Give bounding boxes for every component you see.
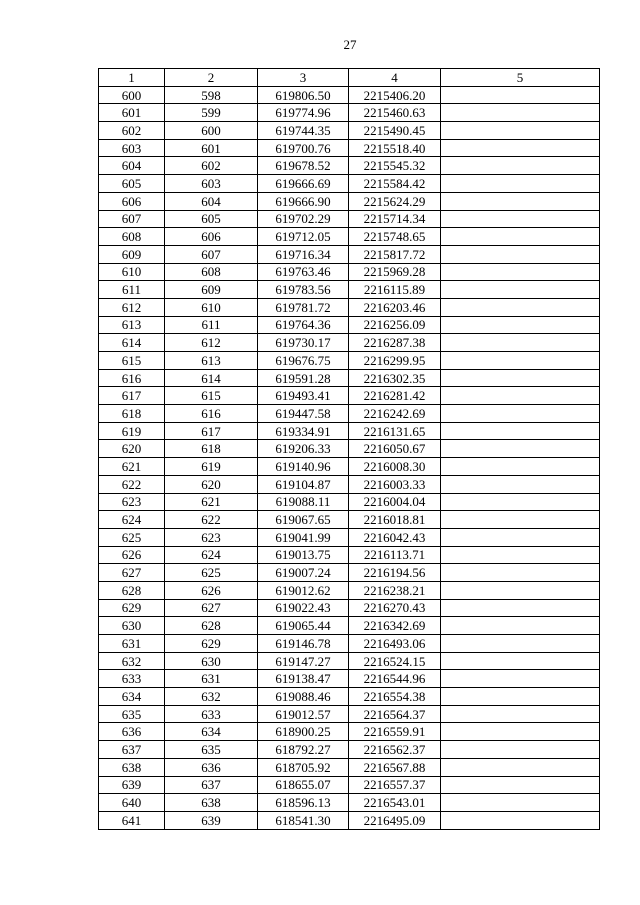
- column-header-2: 2: [165, 69, 258, 87]
- coordinates-table: [98, 68, 600, 830]
- table-row: [99, 794, 600, 812]
- cell-coordinate-x: 619666.90: [258, 192, 349, 210]
- cell-point-number: 623: [99, 493, 165, 511]
- cell-coordinate-x: 619716.34: [258, 245, 349, 263]
- cell-note: [441, 511, 600, 529]
- cell-point-number: 624: [99, 511, 165, 529]
- table-row: [99, 175, 600, 193]
- cell-coordinate-y: 2216493.06: [349, 635, 441, 653]
- table-row: [99, 440, 600, 458]
- cell-note: [441, 617, 600, 635]
- cell-point-number: 636: [99, 723, 165, 741]
- cell-previous-point: 615: [165, 387, 258, 405]
- cell-note: [441, 352, 600, 370]
- cell-coordinate-y: 2216544.96: [349, 670, 441, 688]
- cell-note: [441, 688, 600, 706]
- cell-note: [441, 192, 600, 210]
- cell-coordinate-x: 619147.27: [258, 652, 349, 670]
- cell-point-number: 607: [99, 210, 165, 228]
- table-row: [99, 758, 600, 776]
- cell-note: [441, 104, 600, 122]
- cell-previous-point: 609: [165, 281, 258, 299]
- cell-point-number: 605: [99, 175, 165, 193]
- cell-point-number: 603: [99, 139, 165, 157]
- cell-coordinate-y: 2216238.21: [349, 581, 441, 599]
- cell-point-number: 635: [99, 705, 165, 723]
- cell-previous-point: 604: [165, 192, 258, 210]
- cell-point-number: 629: [99, 599, 165, 617]
- cell-coordinate-x: 618655.07: [258, 776, 349, 794]
- cell-coordinate-y: 2215518.40: [349, 139, 441, 157]
- cell-coordinate-y: 2216203.46: [349, 298, 441, 316]
- cell-point-number: 613: [99, 316, 165, 334]
- cell-previous-point: 636: [165, 758, 258, 776]
- table-row: [99, 369, 600, 387]
- cell-previous-point: 618: [165, 440, 258, 458]
- cell-coordinate-x: 619012.62: [258, 581, 349, 599]
- cell-point-number: 630: [99, 617, 165, 635]
- cell-note: [441, 334, 600, 352]
- cell-coordinate-x: 619447.58: [258, 405, 349, 423]
- cell-coordinate-y: 2216559.91: [349, 723, 441, 741]
- cell-previous-point: 610: [165, 298, 258, 316]
- cell-note: [441, 245, 600, 263]
- cell-point-number: 637: [99, 741, 165, 759]
- cell-coordinate-x: 619666.69: [258, 175, 349, 193]
- cell-note: [441, 422, 600, 440]
- cell-previous-point: 633: [165, 705, 258, 723]
- cell-point-number: 640: [99, 794, 165, 812]
- cell-point-number: 628: [99, 581, 165, 599]
- cell-point-number: 602: [99, 122, 165, 140]
- cell-note: [441, 387, 600, 405]
- table-row: [99, 228, 600, 246]
- cell-coordinate-y: 2215969.28: [349, 263, 441, 281]
- table-row: [99, 741, 600, 759]
- cell-coordinate-y: 2216004.04: [349, 493, 441, 511]
- cell-coordinate-y: 2216003.33: [349, 475, 441, 493]
- cell-note: [441, 175, 600, 193]
- cell-coordinate-y: 2216543.01: [349, 794, 441, 812]
- cell-point-number: 616: [99, 369, 165, 387]
- table-header-row: [99, 69, 600, 87]
- cell-coordinate-x: 618541.30: [258, 811, 349, 829]
- cell-previous-point: 630: [165, 652, 258, 670]
- cell-coordinate-y: 2216270.43: [349, 599, 441, 617]
- cell-coordinate-x: 619774.96: [258, 104, 349, 122]
- cell-coordinate-y: 2216495.09: [349, 811, 441, 829]
- cell-previous-point: 606: [165, 228, 258, 246]
- cell-coordinate-x: 619806.50: [258, 86, 349, 104]
- cell-coordinate-x: 619700.76: [258, 139, 349, 157]
- cell-coordinate-y: 2216287.38: [349, 334, 441, 352]
- cell-note: [441, 475, 600, 493]
- table-row: [99, 511, 600, 529]
- table-row: [99, 122, 600, 140]
- cell-point-number: 632: [99, 652, 165, 670]
- cell-coordinate-x: 618900.25: [258, 723, 349, 741]
- cell-previous-point: 632: [165, 688, 258, 706]
- cell-note: [441, 723, 600, 741]
- cell-coordinate-x: 619591.28: [258, 369, 349, 387]
- cell-coordinate-y: 2216256.09: [349, 316, 441, 334]
- cell-previous-point: 621: [165, 493, 258, 511]
- table-row: [99, 352, 600, 370]
- cell-coordinate-y: 2216194.56: [349, 564, 441, 582]
- cell-previous-point: 628: [165, 617, 258, 635]
- cell-point-number: 618: [99, 405, 165, 423]
- table-row: [99, 581, 600, 599]
- cell-coordinate-y: 2216113.71: [349, 546, 441, 564]
- cell-point-number: 626: [99, 546, 165, 564]
- cell-note: [441, 705, 600, 723]
- cell-note: [441, 139, 600, 157]
- table-row: [99, 493, 600, 511]
- cell-note: [441, 528, 600, 546]
- table-row: [99, 811, 600, 829]
- cell-coordinate-y: 2215714.34: [349, 210, 441, 228]
- cell-point-number: 604: [99, 157, 165, 175]
- cell-coordinate-x: 619334.91: [258, 422, 349, 440]
- cell-note: [441, 794, 600, 812]
- cell-coordinate-y: 2216242.69: [349, 405, 441, 423]
- table-row: [99, 776, 600, 794]
- cell-coordinate-x: 619013.75: [258, 546, 349, 564]
- table-row: [99, 564, 600, 582]
- cell-coordinate-x: 619702.29: [258, 210, 349, 228]
- table-row: [99, 157, 600, 175]
- cell-coordinate-y: 2216131.65: [349, 422, 441, 440]
- cell-coordinate-x: 619764.36: [258, 316, 349, 334]
- table-row: [99, 298, 600, 316]
- cell-previous-point: 607: [165, 245, 258, 263]
- cell-note: [441, 652, 600, 670]
- cell-coordinate-x: 618792.27: [258, 741, 349, 759]
- cell-note: [441, 369, 600, 387]
- table-row: [99, 617, 600, 635]
- cell-note: [441, 316, 600, 334]
- cell-coordinate-x: 619676.75: [258, 352, 349, 370]
- cell-coordinate-y: 2216115.89: [349, 281, 441, 299]
- cell-previous-point: 639: [165, 811, 258, 829]
- table-row: [99, 104, 600, 122]
- cell-previous-point: 619: [165, 458, 258, 476]
- cell-point-number: 621: [99, 458, 165, 476]
- cell-previous-point: 599: [165, 104, 258, 122]
- cell-previous-point: 611: [165, 316, 258, 334]
- table-row: [99, 422, 600, 440]
- cell-point-number: 614: [99, 334, 165, 352]
- cell-point-number: 638: [99, 758, 165, 776]
- cell-note: [441, 493, 600, 511]
- cell-coordinate-x: 618596.13: [258, 794, 349, 812]
- table-row: [99, 599, 600, 617]
- cell-note: [441, 741, 600, 759]
- cell-note: [441, 758, 600, 776]
- cell-coordinate-y: 2215460.63: [349, 104, 441, 122]
- cell-previous-point: 614: [165, 369, 258, 387]
- cell-note: [441, 564, 600, 582]
- table-row: [99, 458, 600, 476]
- cell-previous-point: 624: [165, 546, 258, 564]
- cell-coordinate-y: 2216008.30: [349, 458, 441, 476]
- cell-previous-point: 605: [165, 210, 258, 228]
- column-header-3: 3: [258, 69, 349, 87]
- table-row: [99, 670, 600, 688]
- cell-point-number: 609: [99, 245, 165, 263]
- table-row: [99, 635, 600, 653]
- cell-coordinate-x: 619763.46: [258, 263, 349, 281]
- cell-point-number: 610: [99, 263, 165, 281]
- cell-coordinate-y: 2215545.32: [349, 157, 441, 175]
- coordinates-table-body: [99, 69, 600, 830]
- cell-note: [441, 635, 600, 653]
- cell-previous-point: 625: [165, 564, 258, 582]
- column-header-4: 4: [349, 69, 441, 87]
- cell-previous-point: 613: [165, 352, 258, 370]
- table-row: [99, 723, 600, 741]
- cell-previous-point: 598: [165, 86, 258, 104]
- cell-note: [441, 458, 600, 476]
- cell-coordinate-x: 619022.43: [258, 599, 349, 617]
- cell-point-number: 622: [99, 475, 165, 493]
- cell-coordinate-y: 2216302.35: [349, 369, 441, 387]
- table-row: [99, 528, 600, 546]
- cell-point-number: 625: [99, 528, 165, 546]
- cell-previous-point: 627: [165, 599, 258, 617]
- cell-coordinate-x: 619088.46: [258, 688, 349, 706]
- cell-previous-point: 617: [165, 422, 258, 440]
- table-row: [99, 387, 600, 405]
- cell-coordinate-x: 619493.41: [258, 387, 349, 405]
- cell-point-number: 639: [99, 776, 165, 794]
- cell-note: [441, 405, 600, 423]
- cell-previous-point: 631: [165, 670, 258, 688]
- cell-point-number: 641: [99, 811, 165, 829]
- table-row: [99, 210, 600, 228]
- cell-coordinate-y: 2216042.43: [349, 528, 441, 546]
- cell-coordinate-y: 2215748.65: [349, 228, 441, 246]
- cell-previous-point: 600: [165, 122, 258, 140]
- cell-coordinate-x: 619012.57: [258, 705, 349, 723]
- cell-coordinate-x: 619206.33: [258, 440, 349, 458]
- table-row: [99, 652, 600, 670]
- table-row: [99, 139, 600, 157]
- cell-note: [441, 811, 600, 829]
- cell-note: [441, 157, 600, 175]
- cell-point-number: 627: [99, 564, 165, 582]
- cell-coordinate-x: 619138.47: [258, 670, 349, 688]
- cell-note: [441, 581, 600, 599]
- cell-note: [441, 263, 600, 281]
- cell-previous-point: 602: [165, 157, 258, 175]
- table-row: [99, 688, 600, 706]
- cell-note: [441, 228, 600, 246]
- cell-coordinate-y: 2216564.37: [349, 705, 441, 723]
- cell-previous-point: 608: [165, 263, 258, 281]
- cell-coordinate-y: 2216524.15: [349, 652, 441, 670]
- cell-note: [441, 298, 600, 316]
- table-row: [99, 86, 600, 104]
- table-row: [99, 405, 600, 423]
- cell-previous-point: 622: [165, 511, 258, 529]
- cell-coordinate-x: 619104.87: [258, 475, 349, 493]
- cell-point-number: 601: [99, 104, 165, 122]
- cell-previous-point: 603: [165, 175, 258, 193]
- cell-coordinate-x: 619067.65: [258, 511, 349, 529]
- cell-coordinate-x: 619041.99: [258, 528, 349, 546]
- cell-point-number: 617: [99, 387, 165, 405]
- cell-previous-point: 634: [165, 723, 258, 741]
- cell-previous-point: 623: [165, 528, 258, 546]
- cell-previous-point: 638: [165, 794, 258, 812]
- cell-note: [441, 670, 600, 688]
- cell-note: [441, 599, 600, 617]
- cell-coordinate-y: 2215490.45: [349, 122, 441, 140]
- cell-coordinate-x: 619088.11: [258, 493, 349, 511]
- cell-coordinate-x: 619744.35: [258, 122, 349, 140]
- cell-coordinate-x: 619712.05: [258, 228, 349, 246]
- cell-point-number: 619: [99, 422, 165, 440]
- cell-previous-point: 620: [165, 475, 258, 493]
- cell-coordinate-y: 2215584.42: [349, 175, 441, 193]
- table-row: [99, 705, 600, 723]
- cell-coordinate-x: 619781.72: [258, 298, 349, 316]
- table-row: [99, 263, 600, 281]
- cell-point-number: 608: [99, 228, 165, 246]
- page-number: 27: [343, 37, 357, 52]
- cell-note: [441, 440, 600, 458]
- cell-coordinate-y: 2215817.72: [349, 245, 441, 263]
- cell-point-number: 620: [99, 440, 165, 458]
- cell-coordinate-x: 619783.56: [258, 281, 349, 299]
- cell-point-number: 631: [99, 635, 165, 653]
- cell-coordinate-y: 2216281.42: [349, 387, 441, 405]
- cell-previous-point: 601: [165, 139, 258, 157]
- cell-point-number: 611: [99, 281, 165, 299]
- cell-note: [441, 86, 600, 104]
- cell-point-number: 600: [99, 86, 165, 104]
- table-row: [99, 281, 600, 299]
- table-row: [99, 475, 600, 493]
- cell-coordinate-y: 2215406.20: [349, 86, 441, 104]
- cell-note: [441, 546, 600, 564]
- cell-coordinate-x: 619140.96: [258, 458, 349, 476]
- cell-coordinate-y: 2215624.29: [349, 192, 441, 210]
- cell-coordinate-y: 2216299.95: [349, 352, 441, 370]
- cell-coordinate-y: 2216557.37: [349, 776, 441, 794]
- cell-note: [441, 281, 600, 299]
- cell-point-number: 634: [99, 688, 165, 706]
- column-header-5: 5: [441, 69, 600, 87]
- cell-point-number: 612: [99, 298, 165, 316]
- table-row: [99, 192, 600, 210]
- table-row: [99, 316, 600, 334]
- cell-point-number: 633: [99, 670, 165, 688]
- cell-coordinate-y: 2216562.37: [349, 741, 441, 759]
- cell-previous-point: 637: [165, 776, 258, 794]
- cell-previous-point: 612: [165, 334, 258, 352]
- cell-point-number: 615: [99, 352, 165, 370]
- cell-coordinate-y: 2216567.88: [349, 758, 441, 776]
- cell-coordinate-x: 619065.44: [258, 617, 349, 635]
- cell-note: [441, 122, 600, 140]
- cell-coordinate-y: 2216018.81: [349, 511, 441, 529]
- cell-point-number: 606: [99, 192, 165, 210]
- cell-previous-point: 626: [165, 581, 258, 599]
- column-header-1: 1: [99, 69, 165, 87]
- cell-coordinate-x: 619678.52: [258, 157, 349, 175]
- cell-note: [441, 210, 600, 228]
- cell-coordinate-x: 619730.17: [258, 334, 349, 352]
- cell-coordinate-x: 619146.78: [258, 635, 349, 653]
- cell-previous-point: 616: [165, 405, 258, 423]
- cell-coordinate-x: 619007.24: [258, 564, 349, 582]
- cell-previous-point: 635: [165, 741, 258, 759]
- cell-coordinate-y: 2216554.38: [349, 688, 441, 706]
- table-row: [99, 334, 600, 352]
- cell-previous-point: 629: [165, 635, 258, 653]
- cell-note: [441, 776, 600, 794]
- cell-coordinate-y: 2216050.67: [349, 440, 441, 458]
- cell-coordinate-x: 618705.92: [258, 758, 349, 776]
- table-row: [99, 546, 600, 564]
- cell-coordinate-y: 2216342.69: [349, 617, 441, 635]
- table-row: [99, 245, 600, 263]
